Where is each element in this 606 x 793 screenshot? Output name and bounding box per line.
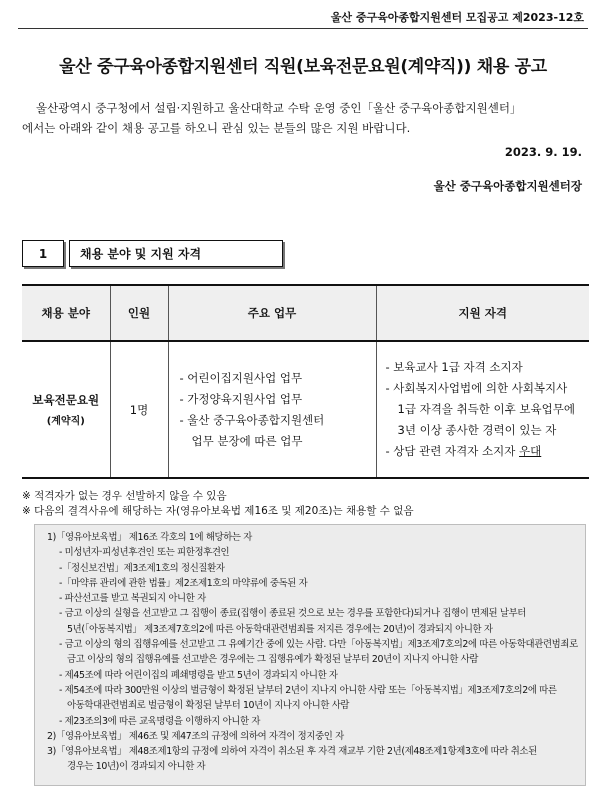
- column-header: 인원: [110, 285, 168, 341]
- box-line: - 제23조의3에 따른 교육명령을 이행하지 아니한 자: [59, 715, 261, 727]
- header-divider: [18, 28, 588, 29]
- box-line: 5년(「아동복지법」 제3조제7호의2에 따른 아동학대관련범죄를 저지른 경우에는 20년)이 경과되지 아니한 자: [67, 623, 493, 635]
- field-cell: [22, 341, 110, 478]
- list-item: 3년 이상 종사한 경력이 있는 자: [397, 423, 557, 437]
- list-item: 업무 분장에 따른 업무: [191, 433, 303, 448]
- column-header: 주요 업무: [168, 285, 376, 341]
- intro-line: 에서는 아래와 같이 채용 공고를 하오니 관심 있는 분들의 많은 지원 바랍니다.: [22, 121, 411, 135]
- duties-cell: [168, 341, 376, 478]
- note-line: ※ 적격자가 없는 경우 선발하지 않을 수 있음: [22, 490, 227, 502]
- box-line: 금고 이상의 형의 집행유예를 선고받은 경우에는 그 집행유예가 확정된 날부터 20년이 지나지 아니한 사람: [67, 654, 479, 666]
- box-line: 아동학대관련범죄로 벌금형이 확정된 날부터 10년이 지나지 아니한 사람: [67, 700, 350, 712]
- box-line: - 금고 이상의 형의 집행유예를 선고받고 그 유예기간 중에 있는 사람. 다만「아동복지법」제3조제7호의2에 따른 아동학대관련범죄로: [59, 639, 578, 651]
- list-item: [386, 441, 585, 462]
- column-header: 지원 자격: [376, 285, 589, 341]
- intro-line: 울산광역시 중구청에서 설립·지원하고 울산대학교 수탁 운영 중인「울산 중구육아종합지원센터」: [36, 101, 522, 115]
- table-header-row: [22, 285, 589, 341]
- list-item: - 사회복지사업법에 의한 사회복지사: [385, 381, 568, 395]
- box-line: - 제54조에 따라 300만원 이상의 벌금형이 확정된 날부터 2년이 지나지 아니한 사람 또는「아동복지법」제3조제7호의2에 따른: [59, 684, 557, 696]
- box-line: - 파산선고를 받고 복권되지 아니한 자: [59, 593, 206, 605]
- field-name: 보육전문요원: [32, 393, 100, 407]
- section-heading: [22, 240, 283, 267]
- intro-paragraph: [22, 98, 584, 138]
- box-line: -「마약류 관리에 관한 법률」제2조제1호의 마약류에 중독된 자: [59, 577, 308, 589]
- box-line: - 금고 이상의 실형을 선고받고 그 집행이 종료(집행이 종료된 것으로 보는 경우를 포함한다)되거나 집행이 면제된 날부터: [59, 608, 527, 620]
- table-row: [22, 341, 589, 478]
- page-title: 울산 중구육아종합지원센터 직원(보육전문요원(계약직)) 채용 공고: [59, 57, 547, 77]
- notes: [22, 489, 414, 519]
- headcount-cell: 1명: [110, 341, 168, 478]
- field-type: (계약직): [46, 416, 85, 427]
- box-line: 1)「영유아보육법」 제16조 각호의 1에 해당하는 자: [47, 532, 252, 543]
- list-item: - 가정양육지원사업 업무: [179, 391, 303, 406]
- box-line: - 제45조에 따라 어린이집의 폐쇄명령을 받고 5년이 경과되지 아니한 자: [59, 669, 338, 681]
- list-item: - 보육교사 1급 자격 소지자: [385, 360, 523, 374]
- list-item: - 어린이집지원사업 업무: [179, 370, 303, 385]
- list-item: - 울산 중구육아종합지원센터: [179, 412, 325, 427]
- box-line: - 미성년자·피성년후견인 또는 피한정후견인: [59, 547, 230, 559]
- list-item: 1급 자격을 취득한 이후 보육업무에: [397, 402, 575, 416]
- box-line: 2)「영유아보육법」 제46조 및 제47조의 규정에 의하여 자격이 정지중인 자: [47, 730, 344, 742]
- preferred-label: 우대: [519, 444, 542, 458]
- box-line: -「정신보건법」제3조제1호의 정신질환자: [59, 562, 225, 574]
- disqualification-box: [34, 524, 586, 786]
- qualifications-cell: [376, 341, 589, 478]
- column-header: 채용 분야: [22, 285, 110, 341]
- qual-text: - 상담 관련 자격자 소지자: [385, 444, 516, 458]
- box-line: 경우는 10년)이 경과되지 아니한 자: [67, 761, 206, 773]
- note-line: ※ 다음의 결격사유에 해당하는 자(영유아보육법 제16조 및 제20조)는 채용할 수 없음: [22, 505, 414, 517]
- notice-signer: 울산 중구육아종합지원센터장: [433, 179, 582, 193]
- recruitment-table: [22, 284, 589, 479]
- box-line: 3)「영유아보육법」 제48조제1항의 규정에 의하여 자격이 취소된 후 자격 재교부 기한 2년(제48조제1항제3호에 따라 취소된: [47, 746, 537, 758]
- section-number: 1: [22, 240, 64, 267]
- notice-number: 울산 중구육아종합지원센터 모집공고 제2023-12호: [330, 11, 584, 24]
- notice-date: 2023. 9. 19.: [504, 145, 582, 159]
- section-title: 채용 분야 및 지원 자격: [69, 240, 283, 267]
